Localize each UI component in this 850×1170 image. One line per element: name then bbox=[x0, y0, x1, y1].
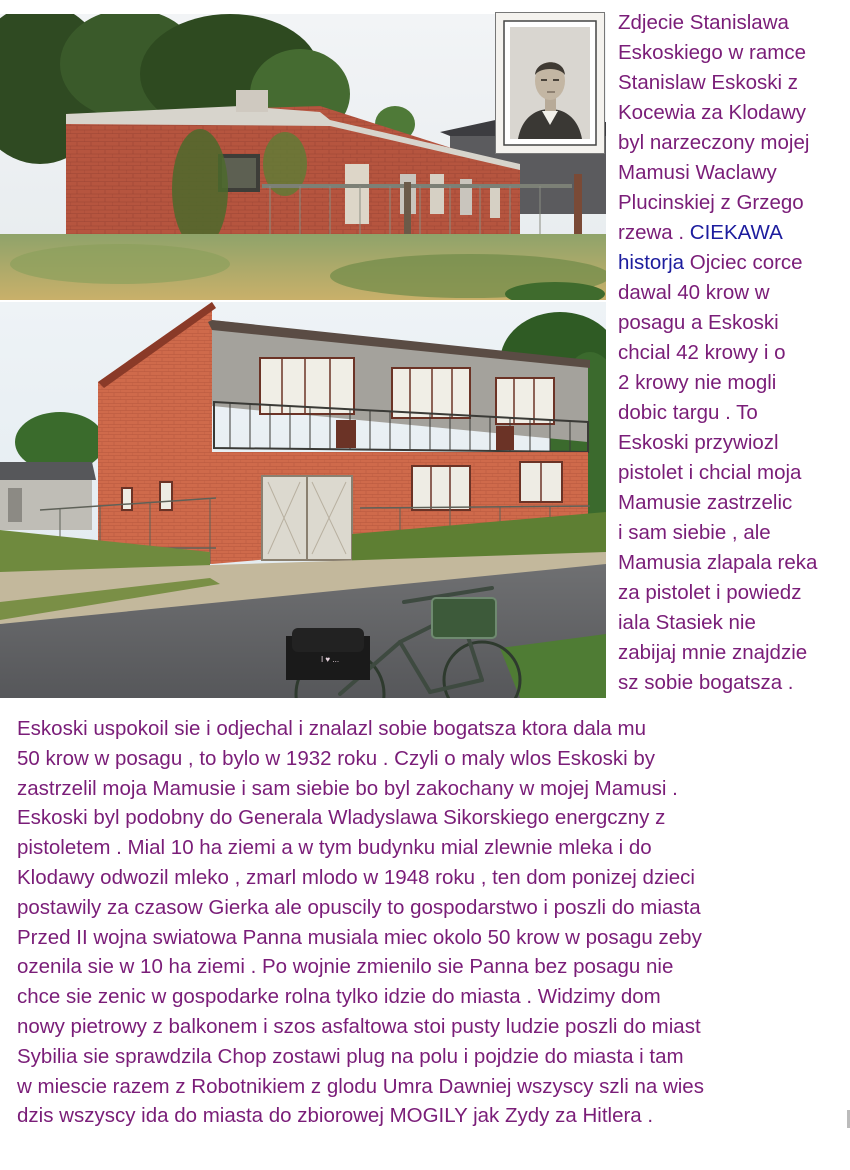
bottom-line-14: dzis wszyscy ida do miasta do zbiorowej MOGILY jak Zydy za Hitlera . bbox=[17, 1104, 654, 1128]
side-line-5: byl narzeczony mojej bbox=[618, 131, 810, 154]
bottom-line-13: w miescie razem z Robotnikiem z glodu Umra Dawniej wszyscy szli na wies bbox=[17, 1074, 704, 1098]
bottom-line-2: 50 krow w posagu , to bylo w 1932 roku . Czyli o maly wlos Eskoski by bbox=[17, 746, 656, 770]
side-text-block bbox=[618, 8, 850, 698]
side-line-15: Eskoski przywiozl bbox=[618, 431, 779, 454]
side-line-4: Kocewia za Klodawy bbox=[618, 101, 807, 124]
bottom-line-11: nowy pietrowy z balkonem i szos asfaltowa stoi pusty ludzie poszli do miast bbox=[17, 1014, 701, 1038]
bottom-line-6: Klodawy odwozil mleko , zmarl mlodo w 1948 roku , ten dom ponizej dzieci bbox=[17, 865, 695, 889]
portrait-photo bbox=[496, 13, 604, 153]
side-line-14: dobic targu . To bbox=[618, 401, 758, 424]
side-line-9-rest: Ojciec corce bbox=[684, 251, 803, 274]
side-line-10: dawal 40 krow w bbox=[618, 281, 770, 304]
bottom-line-8: Przed II wojna swiatowa Panna musiala miec okolo 50 krow w posagu zeby bbox=[17, 925, 702, 949]
side-line-21: iala Stasiek nie bbox=[618, 611, 756, 634]
side-line-1: Zdjecie Stanislawa bbox=[618, 11, 789, 34]
side-line-18: i sam siebie , ale bbox=[618, 521, 771, 544]
side-line-11: posagu a Eskoski bbox=[618, 311, 779, 334]
bicycle-basket-label: I ♥ ... bbox=[320, 655, 340, 664]
side-line-23: sz sobie bogatsza . bbox=[618, 671, 794, 694]
highlight-word: CIEKAWA bbox=[689, 221, 783, 244]
portrait-frame bbox=[495, 12, 605, 154]
side-line-6: Mamusi Waclawy bbox=[618, 161, 777, 184]
side-line-16: pistolet i chcial moja bbox=[618, 461, 802, 484]
bottom-line-10: chce sie zenic w gospodarke rolna tylko idzie do miasta . Widzimy dom bbox=[17, 985, 661, 1009]
bottom-line-9: ozenila sie w 10 ha ziemi . Po wojnie zmienilo sie Panna bez posagu nie bbox=[17, 955, 674, 979]
house-illustration bbox=[0, 302, 606, 698]
side-line-17: Mamusie zastrzelic bbox=[618, 491, 793, 514]
side-line-8-start: rzewa . bbox=[618, 221, 690, 244]
bottom-line-7: postawily za czasow Gierka ale opuscily to gospodarstwo i poszli do miasta bbox=[17, 895, 701, 919]
side-line-9 bbox=[618, 248, 850, 278]
side-line-8 bbox=[618, 218, 850, 248]
side-line-22: zabijaj mnie znajdzie bbox=[618, 641, 808, 664]
bottom-line-1: Eskoski uspokoil sie i odjechal i znalazl sobie bogatsza ktora dala mu bbox=[17, 717, 647, 740]
side-line-2: Eskoskiego w ramce bbox=[618, 41, 806, 64]
house-photo bbox=[0, 302, 606, 698]
side-line-7: Plucinskiej z Grzego bbox=[618, 191, 804, 214]
highlight-word-2: historja bbox=[618, 251, 685, 274]
bottom-text-block bbox=[17, 714, 850, 1131]
side-line-3: Stanislaw Eskoski z bbox=[618, 71, 799, 94]
bottom-line-3: zastrzelil moja Mamusie i sam siebie bo byl zakochany w mojej Mamusi . bbox=[17, 776, 678, 800]
bottom-line-5: pistoletem . Mial 10 ha ziemi a w tym budynku mial zlewnie mleka i do bbox=[17, 836, 652, 860]
bottom-line-4: Eskoski byl podobny do Generala Wladyslawa Sikorskiego energczny z bbox=[17, 806, 666, 830]
side-line-13: 2 krowy nie mogli bbox=[618, 371, 777, 394]
side-line-19: Mamusia zlapala reka bbox=[618, 551, 818, 574]
bottom-line-12: Sybilia sie sprawdzila Chop zostawi plug na polu i pojdzie do miasta i tam bbox=[17, 1044, 684, 1068]
side-line-12: chcial 42 krowy i o bbox=[618, 341, 786, 364]
side-line-20: za pistolet i powiedz bbox=[618, 581, 802, 604]
